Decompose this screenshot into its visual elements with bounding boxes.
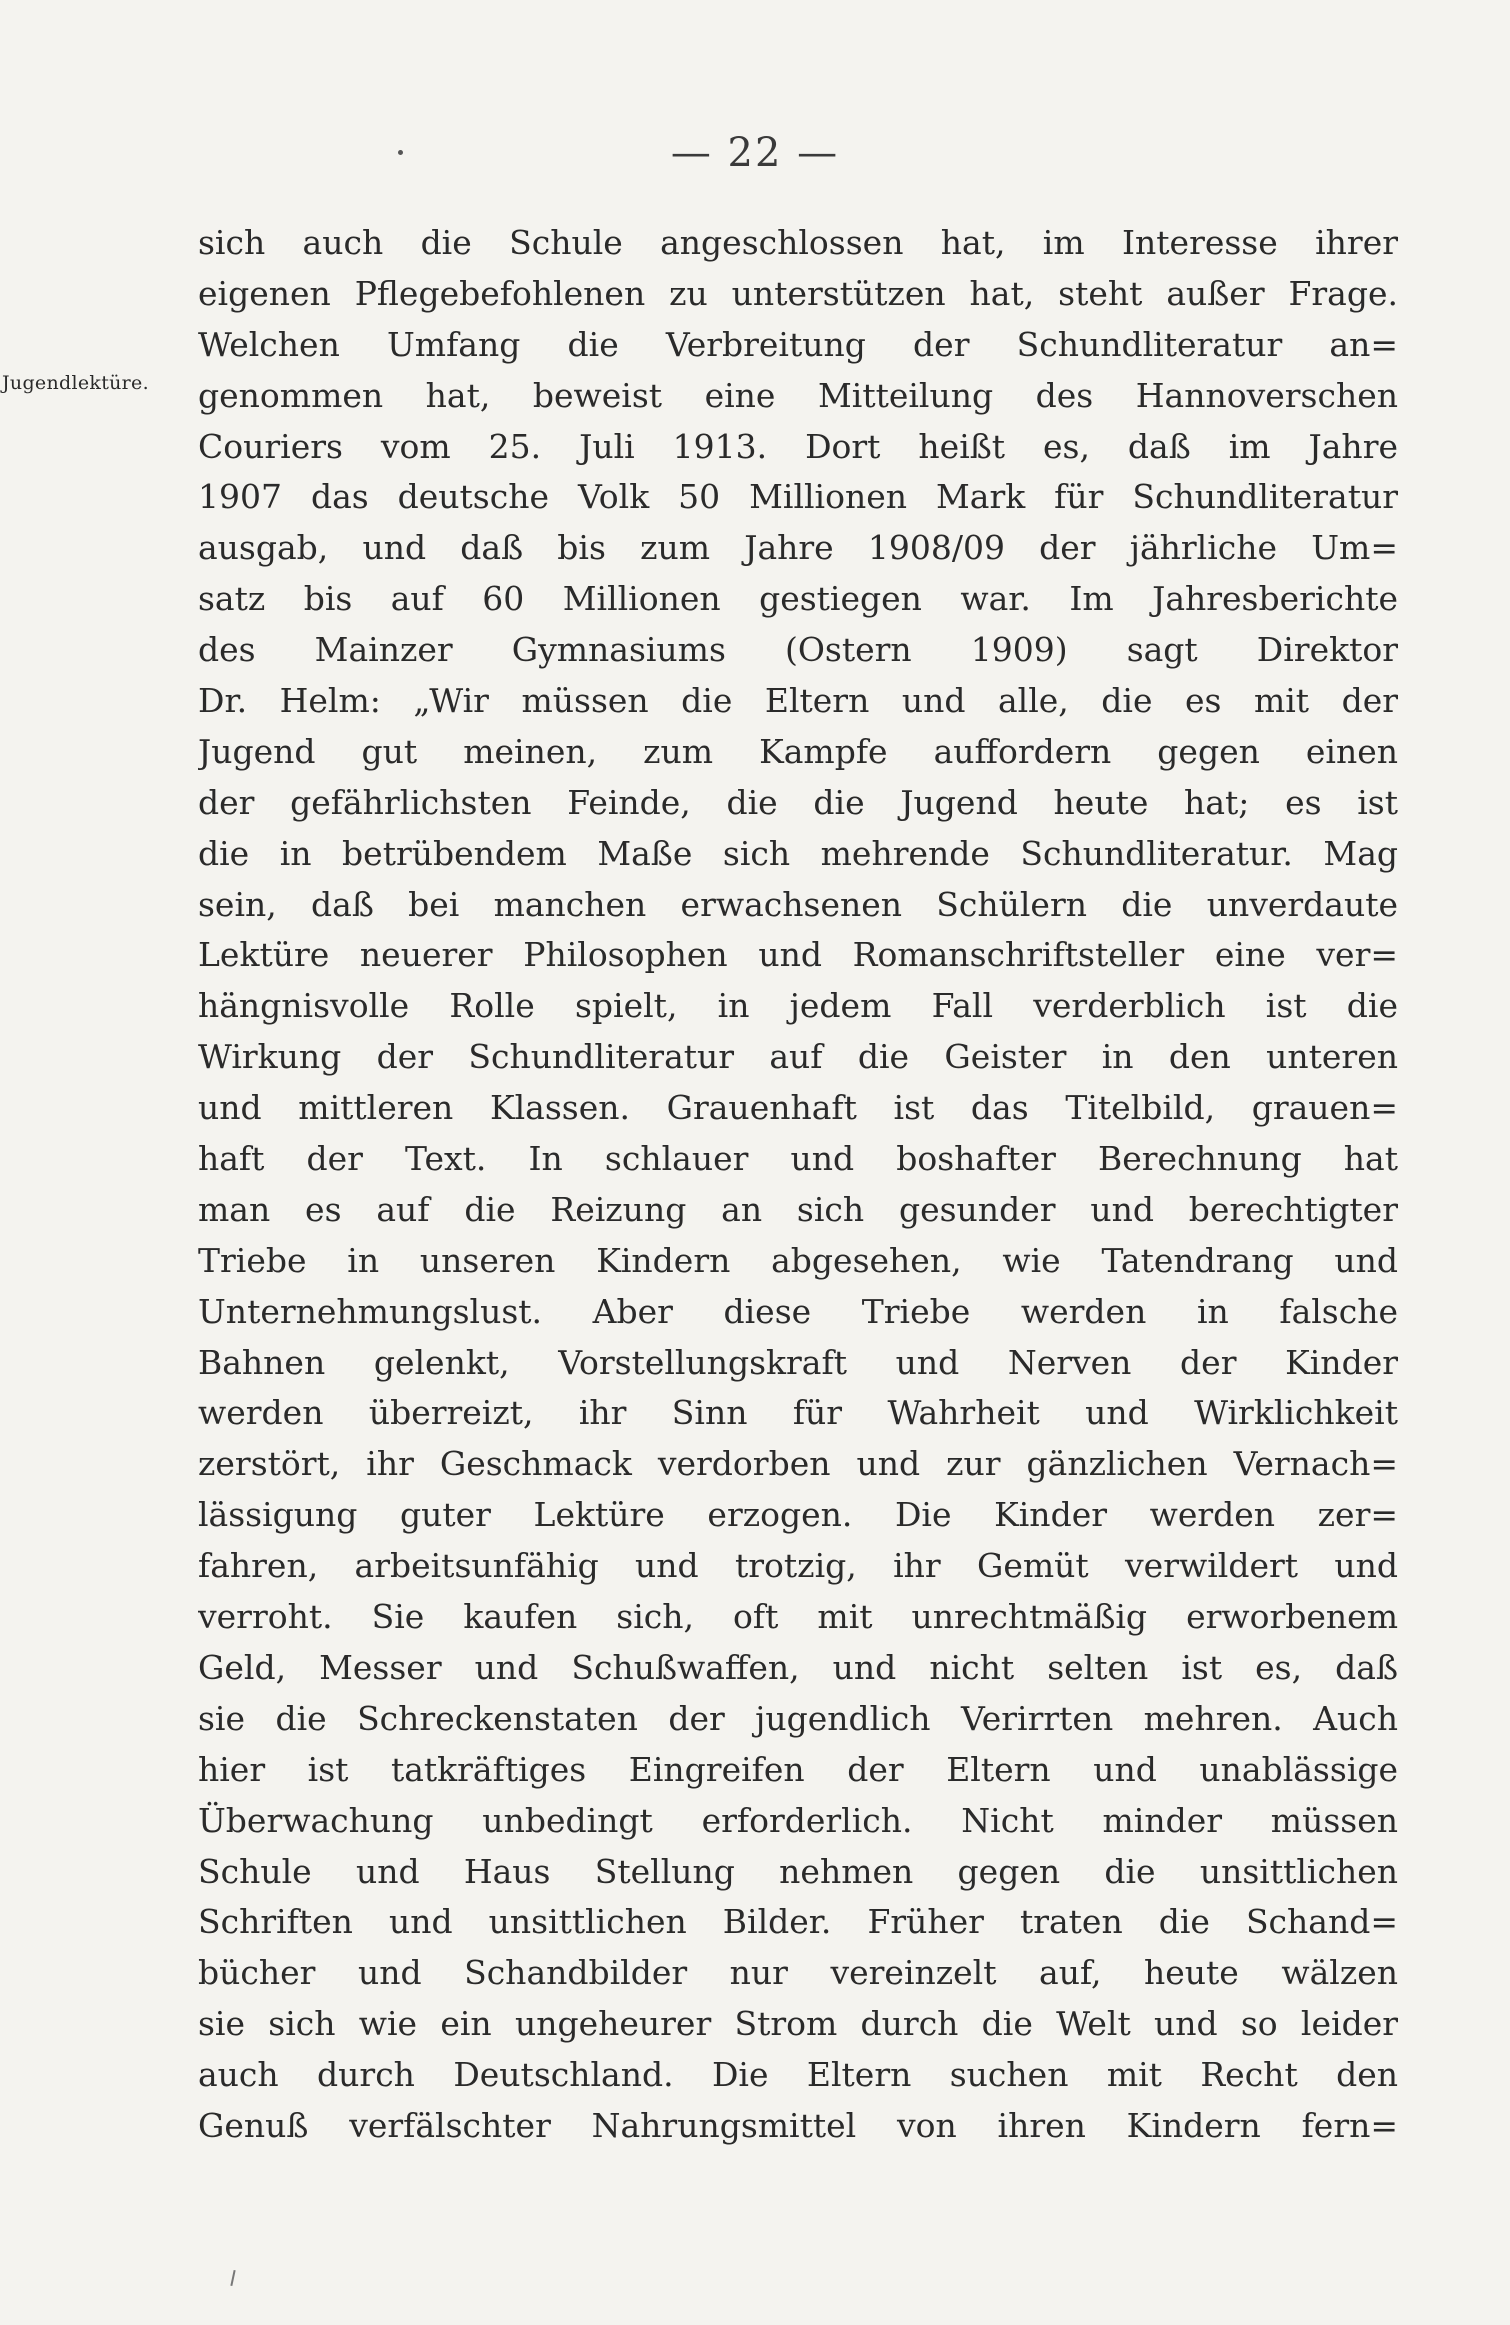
text-line: verroht. Sie kaufen sich, oft mit unrechtmäßig erworbenem xyxy=(198,1597,1398,1637)
text-line: ausgab, und daß bis zum Jahre 1908/09 der jährliche Um= xyxy=(198,528,1398,568)
text-line: sie die Schreckenstaten der jugendlich Verirrten mehren. Auch xyxy=(198,1698,1398,1738)
text-line: sein, daß bei manchen erwachsenen Schülern die unverdaute xyxy=(198,884,1398,924)
text-line: man es auf die Reizung an sich gesunder und berechtigter xyxy=(198,1189,1398,1229)
text-line: haft der Text. In schlauer und boshafter Berechnung hat xyxy=(198,1139,1398,1179)
text-line: Geld, Messer und Schußwaffen, und nicht selten ist es, daß xyxy=(198,1647,1398,1687)
text-line: eigenen Pflegebefohlenen zu unterstützen hat, steht außer Frage. xyxy=(198,273,1398,313)
text-line: werden überreizt, ihr Sinn für Wahrheit und Wirklichkeit xyxy=(198,1393,1398,1433)
text-line: Welchen Umfang die Verbreitung der Schundliteratur an= xyxy=(198,324,1398,364)
text-line: Überwachung unbedingt erforderlich. Nicht minder müssen xyxy=(198,1800,1398,1840)
text-line: hier ist tatkräftiges Eingreifen der Eltern und unablässige xyxy=(198,1749,1398,1789)
text-line: fahren, arbeitsunfähig und trotzig, ihr Gemüt verwildert und xyxy=(198,1546,1398,1586)
text-line: Jugend gut meinen, zum Kampfe auffordern gegen einen xyxy=(198,731,1398,771)
text-line: lässigung guter Lektüre erzogen. Die Kinder werden zer= xyxy=(198,1495,1398,1535)
page-number: — 22 — xyxy=(670,130,840,176)
text-line: und mittleren Klassen. Grauenhaft ist das Titelbild, grauen= xyxy=(198,1088,1398,1128)
text-line: Lektüre neuerer Philosophen und Romanschriftsteller eine ver= xyxy=(198,935,1398,975)
text-line: sich auch die Schule angeschlossen hat, im Interesse ihrer xyxy=(198,223,1398,262)
text-line: satz bis auf 60 Millionen gestiegen war. Im Jahresberichte xyxy=(198,579,1398,619)
text-line: Wirkung der Schundliteratur auf die Geister in den unteren xyxy=(198,1037,1398,1077)
text-line: genommen hat, beweist eine Mitteilung des Hannoverschen xyxy=(198,375,1398,415)
text-line: Triebe in unseren Kindern abgesehen, wie Tatendrang und xyxy=(198,1240,1398,1280)
stray-ink-mark xyxy=(230,2270,235,2286)
text-line: sie sich wie ein ungeheurer Strom durch die Welt und so leider xyxy=(198,2004,1398,2044)
text-line: bücher und Schandbilder nur vereinzelt auf, heute wälzen xyxy=(198,1953,1398,1993)
text-line: auch durch Deutschland. Die Eltern suchen mit Recht den xyxy=(198,2055,1398,2095)
text-line: 1907 das deutsche Volk 50 Millionen Mark für Schundliteratur xyxy=(198,477,1398,517)
text-line: Dr. Helm: „Wir müssen die Eltern und alle, die es mit der xyxy=(198,681,1398,721)
text-line: zerstört, ihr Geschmack verdorben und zur gänzlichen Vernach= xyxy=(198,1444,1398,1484)
text-line: Genuß verfälschter Nahrungsmittel von ihren Kindern fern= xyxy=(198,2105,1398,2145)
text-line: Schriften und unsittlichen Bilder. Früher traten die Schand= xyxy=(198,1902,1398,1942)
text-line: Couriers vom 25. Juli 1913. Dort heißt es, daß im Jahre xyxy=(198,426,1398,466)
text-line: Unternehmungslust. Aber diese Triebe werden in falsche xyxy=(198,1291,1398,1331)
margin-note: Jugendlektüre. xyxy=(2,372,149,394)
text-line: Bahnen gelenkt, Vorstellungskraft und Nerven der Kinder xyxy=(198,1342,1398,1382)
text-line: Schule und Haus Stellung nehmen gegen die unsittlichen xyxy=(198,1851,1398,1891)
text-line: die in betrübendem Maße sich mehrende Schundliteratur. Mag xyxy=(198,833,1398,873)
text-line: hängnisvolle Rolle spielt, in jedem Fall verderblich ist die xyxy=(198,986,1398,1026)
text-line: der gefährlichsten Feinde, die die Jugend heute hat; es ist xyxy=(198,782,1398,822)
text-line: des Mainzer Gymnasiums (Ostern 1909) sagt Direktor xyxy=(198,630,1398,670)
body-text xyxy=(198,218,1398,2152)
